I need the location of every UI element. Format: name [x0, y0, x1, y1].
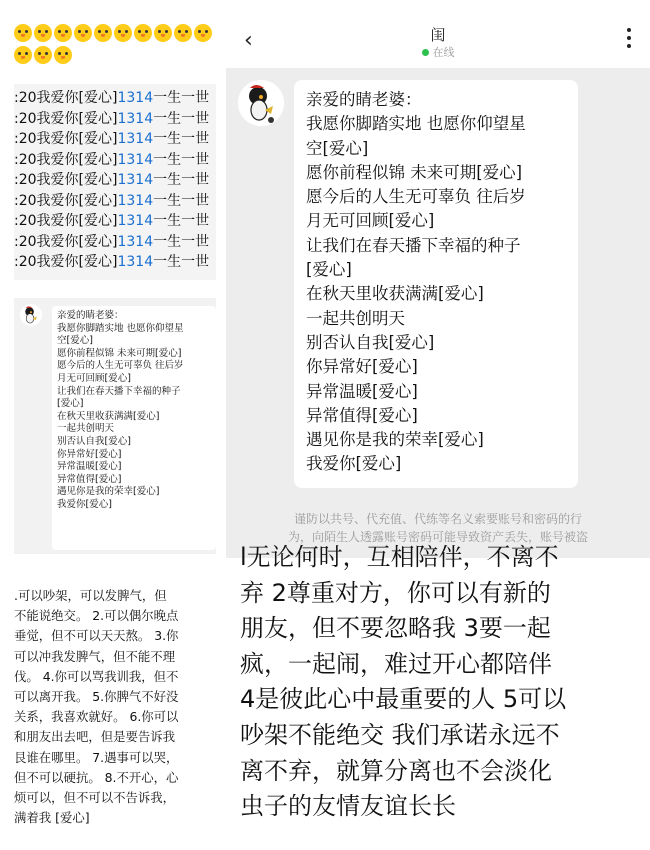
chick-emoji-icon [134, 24, 152, 42]
message-line: 我爱你[爱心] [306, 454, 402, 474]
chick-emoji-icon [174, 24, 192, 42]
repeat-line-suffix: 一生一世 [153, 254, 210, 270]
rules-text-line: 满着我 [爱心] [14, 810, 90, 826]
message-line: 让我们在春天播下幸福的种子 [306, 235, 521, 255]
repeat-line-prefix: :20我爱你[爱心] [14, 192, 118, 209]
mini-message-line: 异常温暖[爱心] [57, 461, 122, 473]
emoji-strip [14, 24, 214, 70]
chick-emoji-icon [154, 24, 172, 42]
mini-message-line: 让我们在春天播下幸福的种子 [57, 385, 181, 397]
repeat-line-suffix: 一生一世 [153, 131, 210, 147]
emoji-line [14, 24, 214, 44]
promise-text-line: 虫子的友情友谊长长 [240, 792, 456, 821]
message-line: [爱心] [306, 260, 352, 280]
mini-message-line: 异常值得[爱心] [57, 473, 122, 485]
message-line: 月无可回顾[爱心] [306, 211, 435, 231]
notice-line: 谨防以共号、代充值、代练等名义索要账号和密码的行 [293, 512, 582, 526]
repeat-line-prefix: :20我爱你[爱心] [14, 233, 118, 250]
repeat-line-num: 1314 [117, 213, 154, 229]
repeat-line-prefix: :20我爱你[爱心] [14, 110, 118, 127]
notice-line: 为，向陌生人透露账号密码可能导致资产丢失，账号被盗 [287, 530, 588, 544]
online-dot-icon [422, 49, 429, 56]
mini-message-line: 你异常好[爱心] [57, 448, 122, 460]
repeat-line [14, 129, 216, 150]
promise-text-line: 疯，一起闹，难过开心都陪伴 [240, 649, 552, 678]
repeat-line-num: 1314 [117, 90, 154, 106]
rules-text-line: 和朋友出去吧，但是要告诉我 [14, 729, 176, 745]
chick-emoji-icon [74, 24, 92, 42]
repeat-line [14, 150, 216, 171]
repeat-line-prefix: :20我爱你[爱心] [14, 151, 118, 168]
promise-text-line: 吵架不能绝交 我们承诺永远不 [240, 720, 560, 749]
mini-message-line: 我爱你[爱心] [57, 498, 112, 510]
more-vertical-icon[interactable] [626, 28, 632, 50]
promise-text-line: 弃 2尊重对方，你可以有新的 [240, 578, 551, 607]
message-line: 异常温暖[爱心] [306, 381, 418, 401]
rules-text-line: 烦可以，但不可以不告诉我， [14, 790, 176, 806]
rules-text-line: 垂觉，但不可以天天熬。 3.你 [14, 628, 179, 644]
repeat-line-num: 1314 [117, 254, 154, 270]
rules-text-line: 可以冲我发脾气，但不能不理 [14, 648, 176, 664]
penguin-avatar-icon [20, 304, 42, 326]
repeat-line-num: 1314 [117, 233, 154, 250]
mini-message-line: 别否认自我[爱心] [57, 435, 131, 447]
promise-text-line: 4是彼此心中最重要的人 5可以 [240, 685, 567, 714]
repeat-line [14, 252, 216, 273]
large-promise-text [240, 543, 640, 836]
mini-message-line: 亲爱的睛老婆： [57, 310, 124, 321]
rules-text-line: 关系，我喜欢就好。 6.你可以 [14, 709, 179, 725]
left-rules-text [14, 586, 218, 836]
repeat-line-num: 1314 [117, 172, 154, 188]
repeat-line-suffix: 一生一世 [153, 172, 210, 188]
repeat-line-suffix: 一生一世 [153, 90, 210, 106]
emoji-line [14, 46, 214, 66]
repeat-line-num: 1314 [117, 151, 154, 168]
rules-text-line: 艮谁在哪里。 7.遇事可以哭， [14, 749, 179, 765]
message-bubble[interactable] [294, 80, 578, 488]
rules-text-line: 不能说绝交。 2.可以偶尔晚点 [14, 608, 179, 624]
repeat-line-num: 1314 [117, 192, 154, 209]
chick-emoji-icon [54, 46, 72, 64]
repeat-line-prefix: :20我爱你[爱心] [14, 131, 118, 147]
contact-name: 闺 [430, 26, 446, 44]
message-line: 遇见你是我的荣幸[爱心] [306, 430, 484, 450]
repeat-line-suffix: 一生一世 [153, 233, 210, 250]
chick-emoji-icon [94, 24, 112, 42]
repeat-line-prefix: :20我爱你[爱心] [14, 254, 118, 270]
mini-message-line: 在秋天里收获满满[爱心] [57, 410, 160, 422]
mini-message-line: 一起共创明天 [57, 423, 115, 435]
repeat-message-panel [14, 84, 216, 280]
repeat-line-prefix: :20我爱你[爱心] [14, 90, 118, 106]
repeat-line-suffix: 一生一世 [153, 192, 210, 209]
message-line: 愿今后的人生无可辜负 往后岁 [306, 187, 526, 207]
back-button[interactable]: ‹ [244, 28, 253, 53]
message-line: 一起共创明天 [306, 308, 405, 328]
mini-message-line: 月无可回顾[爱心] [57, 372, 131, 384]
penguin-avatar-icon[interactable] [238, 80, 284, 126]
mini-message-line: 我愿你脚踏实地 也愿你仰望星 [57, 322, 184, 334]
repeat-line [14, 211, 216, 232]
status-text: 在线 [432, 46, 455, 59]
message-line: 愿你前程似锦 未来可期[爱心] [306, 162, 523, 182]
mini-message-line: 遇见你是我的荣幸[爱心] [57, 486, 160, 498]
chat-header [226, 0, 650, 68]
message-line: 别否认自我[爱心] [306, 332, 435, 352]
mini-message-line: 空[爱心] [57, 335, 93, 347]
repeat-line [14, 232, 216, 253]
repeat-line [14, 170, 216, 191]
message-line: 空[爱心] [306, 138, 369, 158]
repeat-line-prefix: :20我爱你[爱心] [14, 172, 118, 188]
rules-text-line: 但不可以硬抗。 8.不开心，心 [14, 769, 179, 785]
rules-text-line: .可以吵架，可以发脾气，但 [14, 588, 167, 603]
repeat-line-suffix: 一生一世 [153, 110, 210, 127]
repeat-line [14, 191, 216, 212]
rules-text-line: 伐。 4.你可以骂我训我，但不 [14, 668, 179, 684]
chat-screen [226, 0, 650, 558]
chick-emoji-icon [54, 24, 72, 42]
chick-emoji-icon [14, 24, 32, 42]
repeat-line [14, 88, 216, 109]
promise-text-line: 朋友，但不要忽略我 3要一起 [240, 614, 551, 643]
message-line: 在秋天里收获满满[爱心] [306, 284, 484, 304]
chick-emoji-icon [194, 24, 212, 42]
rules-text-line: 可以离开我。 5.你脾气不好没 [14, 689, 179, 705]
promise-text-line: 离不弃，就算分离也不会淡化 [240, 756, 552, 785]
mini-message-line: [爱心] [57, 398, 84, 410]
message-line: 异常值得[爱心] [306, 405, 418, 425]
message-line: 你异常好[爱心] [306, 357, 418, 377]
message-line: 我愿你脚踏实地 也愿你仰望星 [306, 114, 526, 134]
repeat-line-num: 1314 [117, 131, 154, 147]
message-line: 亲爱的睛老婆： [306, 90, 422, 109]
chick-emoji-icon [34, 46, 52, 64]
mini-chat-screenshot [14, 298, 216, 554]
chick-emoji-icon [34, 24, 52, 42]
promise-text-line: l无论何时，互相陪伴，不离不 [240, 543, 559, 571]
mini-message-line: 愿今后的人生无可辜负 往后岁 [57, 360, 184, 372]
repeat-line-prefix: :20我爱你[爱心] [14, 213, 118, 229]
repeat-line-num: 1314 [117, 110, 154, 127]
repeat-line-suffix: 一生一世 [153, 151, 210, 168]
repeat-line-suffix: 一生一世 [153, 213, 210, 229]
repeat-line [14, 109, 216, 130]
chick-emoji-icon [114, 24, 132, 42]
chick-emoji-icon [14, 46, 32, 64]
online-status [226, 44, 650, 60]
mini-message-line: 愿你前程似锦 未来可期[爱心] [57, 347, 182, 359]
mini-message-bubble [52, 306, 216, 550]
